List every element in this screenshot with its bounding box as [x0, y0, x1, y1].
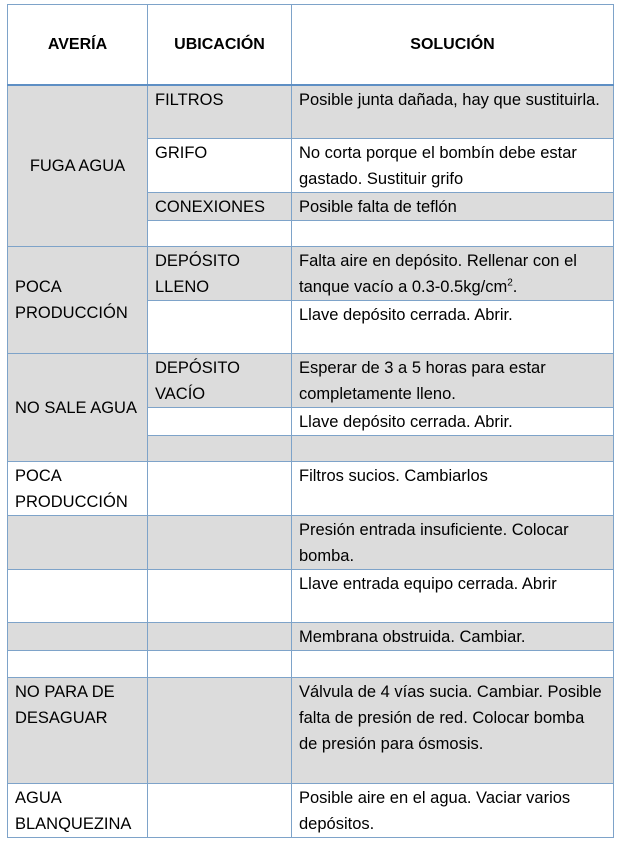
table-row [8, 677, 614, 783]
averia-no-para-desaguar: NO PARA DE DESAGUAR [8, 677, 148, 783]
empty-cell [148, 435, 292, 461]
solucion-cell [292, 246, 614, 300]
table-row-empty [8, 650, 614, 677]
header-averia: AVERÍA [8, 5, 148, 86]
table-row [8, 353, 614, 407]
ubicacion-cell: GRIFO [148, 138, 292, 192]
ubicacion-cell: DEPÓSITO VACÍO [148, 353, 292, 407]
empty-cell [292, 435, 614, 461]
empty-cell [148, 622, 292, 650]
solucion-cell: Llave depósito cerrada. Abrir. [292, 300, 614, 353]
empty-cell [8, 622, 148, 650]
empty-cell [148, 461, 292, 515]
header-solucion: SOLUCIÓN [292, 5, 614, 86]
empty-cell [148, 220, 292, 246]
solucion-cell: Posible aire en el agua. Vaciar varios depósitos. [292, 783, 614, 837]
empty-cell [148, 569, 292, 622]
ubicacion-cell: CONEXIONES [148, 192, 292, 220]
solucion-cell: Posible falta de teflón [292, 192, 614, 220]
solucion-cell: Filtros sucios. Cambiarlos [292, 461, 614, 515]
table-row [8, 461, 614, 515]
table-row [8, 246, 614, 300]
header-row [8, 5, 614, 86]
empty-cell [148, 783, 292, 837]
averia-agua-blanquezina: AGUA BLANQUEZINA [8, 783, 148, 837]
solucion-cell: Presión entrada insuficiente. Colocar bomba. [292, 515, 614, 569]
averia-poca-produccion: POCA PRODUCCIÓN [8, 246, 148, 353]
empty-cell [148, 677, 292, 783]
empty-cell [292, 220, 614, 246]
table-row [8, 622, 614, 650]
averia-no-sale-agua: NO SALE AGUA [8, 353, 148, 461]
empty-cell [148, 650, 292, 677]
troubleshooting-table [7, 4, 614, 838]
ubicacion-cell: FILTROS [148, 85, 292, 138]
empty-cell [148, 300, 292, 353]
empty-cell [8, 650, 148, 677]
solucion-text: Falta aire en depósito. Rellenar con el tanque vacío a 0.3-0.5kg/cm [299, 251, 577, 296]
empty-cell [148, 515, 292, 569]
solucion-cell: Válvula de 4 vías sucia. Cambiar. Posible falta de presión de red. Colocar bomba de presión para ósmosis. [292, 677, 614, 783]
empty-cell [292, 650, 614, 677]
solucion-cell: Llave entrada equipo cerrada. Abrir [292, 569, 614, 622]
solucion-cell: Esperar de 3 a 5 horas para estar completamente lleno. [292, 353, 614, 407]
empty-cell [8, 569, 148, 622]
averia-poca-produccion-2: POCA PRODUCCIÓN [8, 461, 148, 515]
table-row [8, 569, 614, 622]
solucion-cell: Posible junta dañada, hay que sustituirla. [292, 85, 614, 138]
solucion-text-end: . [512, 277, 518, 296]
table-row [8, 783, 614, 837]
empty-cell [8, 515, 148, 569]
table-row [8, 85, 614, 138]
solucion-cell: No corta porque el bombín debe estar gastado. Sustituir grifo [292, 138, 614, 192]
solucion-cell: Membrana obstruida. Cambiar. [292, 622, 614, 650]
superscript: 2 [507, 277, 513, 288]
averia-fuga-agua: FUGA AGUA [8, 85, 148, 246]
solucion-cell: Llave depósito cerrada. Abrir. [292, 407, 614, 435]
header-ubicacion: UBICACIÓN [148, 5, 292, 86]
empty-cell [148, 407, 292, 435]
ubicacion-cell: DEPÓSITO LLENO [148, 246, 292, 300]
table-row [8, 515, 614, 569]
